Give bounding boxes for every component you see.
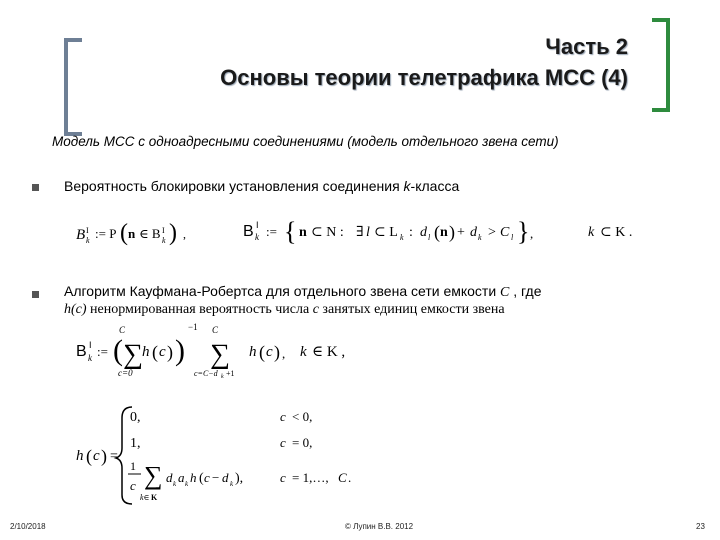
svg-text:c: c — [159, 344, 166, 360]
svg-text:+1: +1 — [226, 369, 235, 378]
svg-text:∈ K ,: ∈ K , — [312, 344, 346, 360]
svg-text:l: l — [428, 233, 431, 242]
svg-text:(: ( — [199, 471, 204, 486]
svg-text:k: k — [255, 232, 259, 242]
svg-text:>: > — [488, 225, 496, 240]
bullet-1-text-before: Вероятность блокировки установления соединения — [64, 178, 404, 194]
svg-text:∑: ∑ — [123, 339, 143, 370]
svg-text:c=0: c=0 — [118, 368, 133, 378]
svg-text:h: h — [142, 344, 150, 360]
svg-text:c: c — [266, 344, 273, 360]
svg-text:h: h — [190, 470, 197, 485]
svg-text:= 0,: = 0, — [292, 435, 313, 450]
svg-text:{: { — [284, 217, 297, 246]
svg-text:(: ( — [152, 342, 158, 362]
svg-text:= 1,…,: = 1,…, — [292, 470, 329, 485]
svg-text:c: c — [280, 470, 286, 485]
svg-text:c=C−d: c=C−d — [194, 369, 218, 378]
svg-text:n: n — [128, 226, 136, 241]
footer-date: 2/10/2018 — [10, 522, 46, 531]
svg-text:d: d — [420, 225, 427, 240]
svg-text:k: k — [173, 480, 177, 488]
formula-blocking-probability — [76, 217, 632, 246]
svg-text:k: k — [478, 233, 482, 242]
svg-text:c: c — [280, 409, 286, 424]
svg-text:): ) — [175, 334, 185, 367]
svg-text:,: , — [530, 226, 534, 241]
bullet-1-text-after: -класса — [410, 178, 460, 194]
svg-text:(: ( — [113, 334, 123, 367]
svg-text:): ) — [101, 446, 107, 466]
svg-text:l: l — [511, 233, 514, 242]
svg-text:}: } — [517, 217, 530, 246]
svg-text:k∈: k∈ — [140, 493, 150, 502]
footer-page-number: 23 — [696, 522, 705, 531]
bullet-2-text-C: C — [500, 285, 510, 300]
svg-text:I: I — [256, 220, 259, 230]
svg-text:∑: ∑ — [144, 461, 163, 490]
svg-text:I: I — [162, 226, 165, 235]
bullet-2-text-hc: h(c) — [64, 302, 87, 317]
svg-text:): ) — [449, 222, 455, 242]
svg-text:d: d — [222, 470, 229, 485]
svg-text:.: . — [348, 470, 352, 485]
svg-text:C: C — [500, 225, 510, 240]
svg-text:−1: −1 — [188, 322, 198, 332]
svg-text:n: n — [440, 225, 448, 240]
svg-text:): ) — [274, 342, 280, 362]
svg-text:,: , — [282, 346, 286, 361]
svg-text:∈ B: ∈ B — [139, 226, 161, 241]
formula-h-piecewise — [76, 407, 351, 504]
svg-text::: : — [409, 225, 413, 240]
svg-text:k: k — [88, 353, 92, 363]
bullet-2-text-before: Алгоритм Кауфмана-Робертса для отдельного звена сети емкости — [64, 283, 501, 299]
svg-text:(: ( — [259, 342, 265, 362]
svg-text:c: c — [93, 448, 100, 464]
svg-text:l: l — [366, 225, 370, 240]
svg-text:C: C — [338, 470, 347, 485]
svg-text:h: h — [249, 344, 257, 360]
svg-text:,: , — [183, 227, 186, 241]
svg-text:c: c — [130, 478, 136, 493]
svg-text:(: ( — [86, 446, 92, 466]
svg-text:a: a — [178, 470, 185, 485]
svg-text:⊂ L: ⊂ L — [374, 225, 398, 240]
svg-text:n: n — [299, 225, 307, 240]
svg-text:0,: 0, — [130, 410, 141, 425]
bullet-2-text-mid: ненормированная вероятность числа — [86, 302, 313, 317]
svg-text:I: I — [86, 226, 89, 235]
svg-text:): ) — [167, 342, 173, 362]
bullet-2-text-end: занятых единиц емкости звена — [318, 302, 505, 317]
svg-text:k: k — [221, 374, 224, 380]
svg-text:B: B — [243, 223, 254, 240]
svg-text:I: I — [89, 340, 92, 350]
footer-copyright: © Лупин В.В. 2012 — [345, 522, 414, 531]
svg-text:−: − — [212, 470, 220, 485]
svg-text:C: C — [212, 325, 219, 335]
svg-text:=: = — [110, 449, 118, 464]
svg-text:d: d — [470, 225, 477, 240]
slide-subtitle: Модель МСС с одноадресными соединениями (модель отдельного звена сети) — [52, 134, 559, 149]
svg-text::=: := — [97, 344, 108, 359]
bullet-1-text-k: k — [403, 178, 411, 194]
svg-text:+: + — [457, 225, 465, 240]
svg-text:⊂ N :: ⊂ N : — [311, 225, 344, 240]
svg-text:∑: ∑ — [210, 339, 230, 370]
svg-text:B: B — [76, 343, 87, 360]
slide-title-main: Основы теории телетрафика МСС (4) — [220, 65, 628, 90]
svg-text:d: d — [166, 470, 173, 485]
svg-text::=: := — [266, 224, 277, 239]
svg-text:),: ), — [235, 471, 244, 486]
svg-text:1,: 1, — [130, 436, 141, 451]
svg-text:(: ( — [120, 220, 128, 246]
slide-title-part: Часть 2 — [545, 34, 628, 59]
svg-text:∃: ∃ — [356, 225, 364, 240]
svg-text:⊂ K .: ⊂ K . — [600, 225, 633, 240]
svg-text:(: ( — [434, 222, 440, 242]
bullet-2-text-after: , где — [509, 283, 542, 299]
svg-text:k: k — [300, 344, 307, 360]
svg-text:C: C — [119, 325, 126, 335]
svg-text:k: k — [230, 480, 234, 488]
svg-text:k: k — [185, 480, 189, 488]
svg-text:B: B — [76, 227, 86, 243]
svg-text:c: c — [280, 435, 286, 450]
svg-text:k: k — [588, 225, 595, 240]
formula-kaufman-roberts-blocking — [76, 322, 345, 380]
svg-text:< 0,: < 0, — [292, 409, 313, 424]
svg-text:c: c — [204, 470, 210, 485]
svg-text:K: K — [151, 493, 158, 502]
svg-text:k: k — [162, 236, 166, 245]
svg-text:k: k — [86, 236, 90, 245]
bullet-2-text-c: c — [312, 302, 319, 317]
svg-text:1: 1 — [130, 459, 136, 473]
svg-text:k: k — [400, 233, 404, 242]
svg-text:h: h — [76, 448, 84, 464]
svg-text:): ) — [169, 220, 177, 246]
svg-text::= P: := P — [95, 226, 117, 241]
